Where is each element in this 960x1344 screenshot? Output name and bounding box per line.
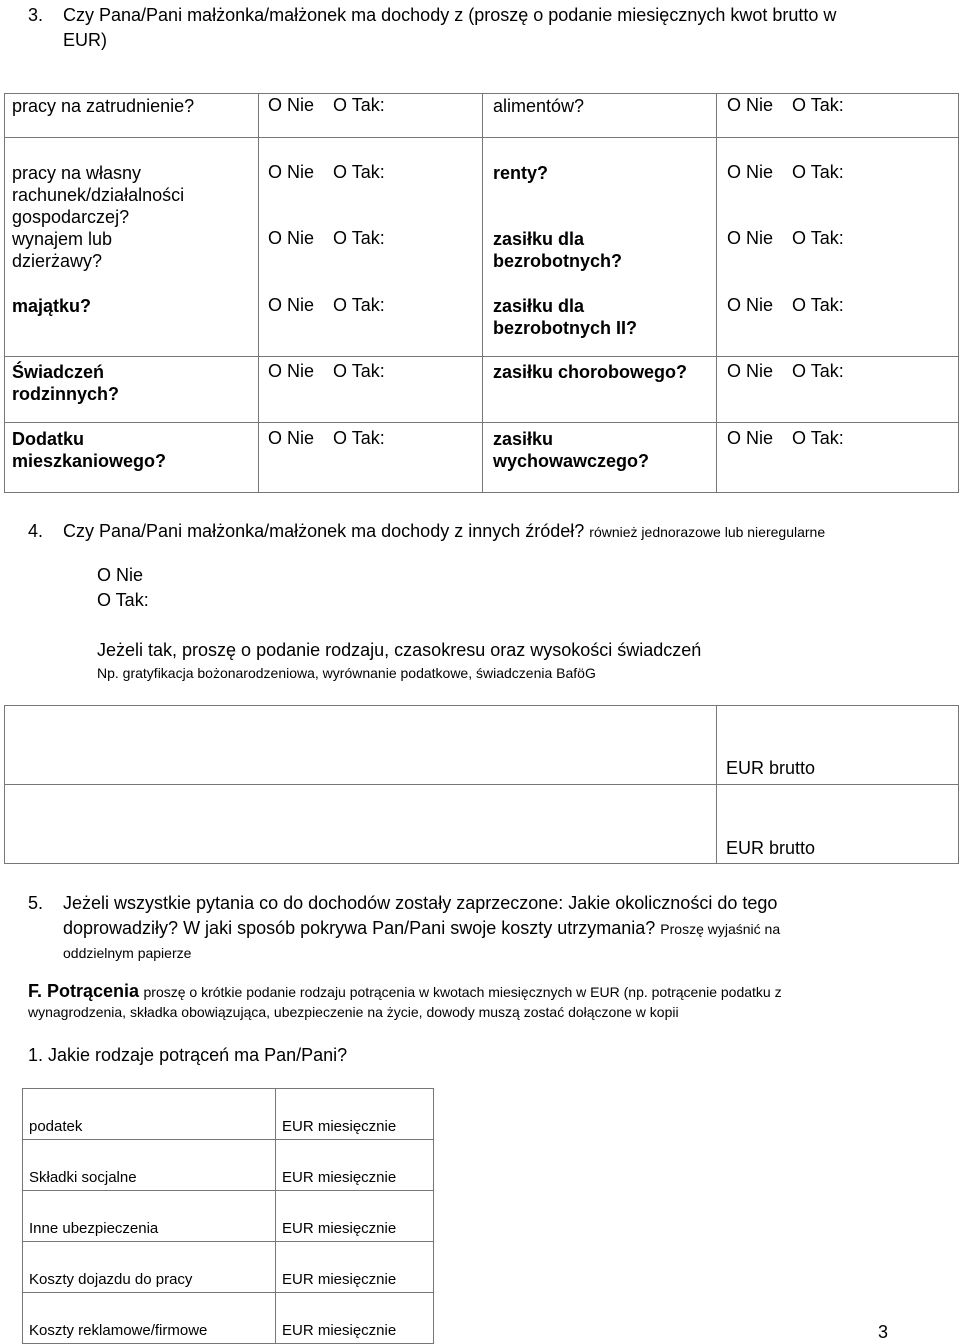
income-self-employed-options bbox=[268, 162, 385, 183]
section-f-desc: proszę o krótkie podanie rodzaju potrącenia w kwotach miesięcznych w EUR (np. potrącenie podatku z bbox=[143, 984, 782, 1000]
question-note: również jednorazowe lub nieregularne bbox=[589, 524, 826, 540]
q4-option-no[interactable]: O Nie bbox=[97, 565, 144, 585]
page-number: 3 bbox=[878, 1322, 889, 1342]
q4-eur-label-1: EUR brutto bbox=[726, 758, 816, 778]
income-rental-label: wynajem lub dzierżawy? bbox=[12, 229, 113, 271]
deductions-table bbox=[22, 1088, 434, 1344]
income-alimony-options bbox=[727, 95, 844, 116]
option-no[interactable]: O Nie bbox=[727, 295, 774, 315]
income-pension-label: renty? bbox=[493, 163, 549, 183]
q4-option-yes[interactable]: O Tak: bbox=[97, 590, 149, 610]
option-no[interactable]: O Nie bbox=[268, 95, 315, 115]
col-divider bbox=[258, 93, 259, 493]
income-assets-options bbox=[268, 295, 385, 316]
deduction-label: Inne ubezpieczenia bbox=[23, 1191, 276, 1242]
deduction-amount-field[interactable]: EUR miesięcznie bbox=[276, 1293, 434, 1344]
deduction-amount-field[interactable]: EUR miesięcznie bbox=[276, 1140, 434, 1191]
option-yes[interactable]: O Tak: bbox=[333, 228, 385, 248]
option-yes[interactable]: O Tak: bbox=[333, 295, 385, 315]
deduction-row bbox=[23, 1293, 434, 1344]
question-number: 3. bbox=[28, 5, 44, 25]
income-unemployment-options bbox=[727, 228, 844, 249]
question-text-cont: doprowadziły? W jaki sposób pokrywa Pan/Pani swoje koszty utrzymania? Proszę wyjaśnić na bbox=[63, 918, 781, 938]
option-yes[interactable]: O Tak: bbox=[792, 228, 844, 248]
income-unemployment2-label: zasiłku dla bezrobotnych II? bbox=[493, 296, 637, 338]
question-3 bbox=[28, 3, 948, 53]
question-number: 5. bbox=[28, 893, 44, 913]
section-f-desc-cont: wynagrodzenia, składka obowiązująca, ubezpieczenie na życie, dowody muszą zostać dołączone w kopii bbox=[28, 1004, 679, 1020]
row-divider bbox=[4, 784, 959, 785]
question-text: Czy Pana/Pani małżonka/małżonek ma dochody z innych źródeł? również jednorazowe lub nieregularne bbox=[63, 521, 826, 541]
option-no[interactable]: O Nie bbox=[727, 228, 774, 248]
income-sickness-options bbox=[727, 361, 844, 382]
question-5 bbox=[28, 891, 948, 966]
deduction-amount-field[interactable]: EUR miesięcznie bbox=[276, 1242, 434, 1293]
question-4 bbox=[28, 519, 948, 544]
deduction-row bbox=[23, 1242, 434, 1293]
question-text: Czy Pana/Pani małżonka/małżonek ma dochody z (proszę o podanie miesięcznych kwot brutto w bbox=[63, 5, 837, 25]
income-rental-options bbox=[268, 228, 385, 249]
option-no[interactable]: O Nie bbox=[268, 361, 315, 381]
option-yes[interactable]: O Tak: bbox=[792, 162, 844, 182]
question-text: Jeżeli wszystkie pytania co do dochodów zostały zaprzeczone: Jakie okoliczności do tego bbox=[63, 893, 778, 913]
income-unemployment2-options bbox=[727, 295, 844, 316]
option-yes[interactable]: O Tak: bbox=[792, 361, 844, 381]
question-text-note: oddzielnym papierze bbox=[63, 945, 192, 961]
option-no[interactable]: O Nie bbox=[268, 162, 315, 182]
deduction-label: Składki socjalne bbox=[23, 1140, 276, 1191]
option-no[interactable]: O Nie bbox=[727, 428, 774, 448]
q4-description-input-1[interactable] bbox=[6, 707, 714, 782]
section-f-question: 1. Jakie rodzaje potrąceń ma Pan/Pani? bbox=[28, 1045, 348, 1065]
option-yes[interactable]: O Tak: bbox=[333, 162, 385, 182]
income-parental-label: zasiłku wychowawczego? bbox=[493, 429, 650, 471]
income-parental-options bbox=[727, 428, 844, 449]
option-yes[interactable]: O Tak: bbox=[333, 361, 385, 381]
deduction-label: Koszty dojazdu do pracy bbox=[23, 1242, 276, 1293]
income-family-label: Świadczeń rodzinnych? bbox=[12, 362, 119, 404]
col-divider bbox=[716, 705, 717, 864]
section-f-header bbox=[28, 981, 948, 1002]
income-employment-label: pracy na zatrudnienie? bbox=[12, 96, 195, 116]
deduction-row bbox=[23, 1089, 434, 1140]
question-number: 4. bbox=[28, 521, 44, 541]
income-sickness-label: zasiłku chorobowego? bbox=[493, 362, 688, 382]
deduction-row bbox=[23, 1140, 434, 1191]
q4-example: Np. gratyfikacja bożonarodzeniowa, wyrównanie podatkowe, świadczenia BaföG bbox=[97, 665, 596, 681]
q4-eur-label-2: EUR brutto bbox=[726, 838, 816, 858]
option-no[interactable]: O Nie bbox=[727, 95, 774, 115]
question-text-cont: EUR) bbox=[63, 30, 107, 50]
option-no[interactable]: O Nie bbox=[727, 361, 774, 381]
option-yes[interactable]: O Tak: bbox=[792, 95, 844, 115]
q4-instruction: Jeżeli tak, proszę o podanie rodzaju, czasokresu oraz wysokości świadczeń bbox=[97, 640, 702, 660]
income-pension-options bbox=[727, 162, 844, 183]
deduction-label: podatek bbox=[23, 1089, 276, 1140]
income-housing-label: Dodatku mieszkaniowego? bbox=[12, 429, 167, 471]
col-divider bbox=[716, 93, 717, 493]
section-f-title: F. Potrącenia bbox=[28, 981, 140, 1001]
income-assets-label: majątku? bbox=[12, 296, 92, 316]
deduction-amount-field[interactable]: EUR miesięcznie bbox=[276, 1191, 434, 1242]
q4-description-input-2[interactable] bbox=[6, 786, 714, 862]
option-yes[interactable]: O Tak: bbox=[333, 428, 385, 448]
income-unemployment-label: zasiłku dla bezrobotnych? bbox=[493, 229, 622, 271]
deduction-amount-field[interactable]: EUR miesięcznie bbox=[276, 1089, 434, 1140]
income-family-options bbox=[268, 361, 385, 382]
option-no[interactable]: O Nie bbox=[268, 428, 315, 448]
option-no[interactable]: O Nie bbox=[727, 162, 774, 182]
option-yes[interactable]: O Tak: bbox=[333, 95, 385, 115]
option-yes[interactable]: O Tak: bbox=[792, 295, 844, 315]
income-housing-options bbox=[268, 428, 385, 449]
income-self-employed-label: pracy na własny rachunek/działalności gospodarczej? bbox=[12, 163, 185, 227]
option-no[interactable]: O Nie bbox=[268, 295, 315, 315]
income-alimony-label: alimentów? bbox=[493, 96, 585, 116]
col-divider bbox=[482, 93, 483, 493]
deduction-row bbox=[23, 1191, 434, 1242]
option-no[interactable]: O Nie bbox=[268, 228, 315, 248]
income-employment-options bbox=[268, 95, 385, 116]
option-yes[interactable]: O Tak: bbox=[792, 428, 844, 448]
deduction-label: Koszty reklamowe/firmowe bbox=[23, 1293, 276, 1344]
